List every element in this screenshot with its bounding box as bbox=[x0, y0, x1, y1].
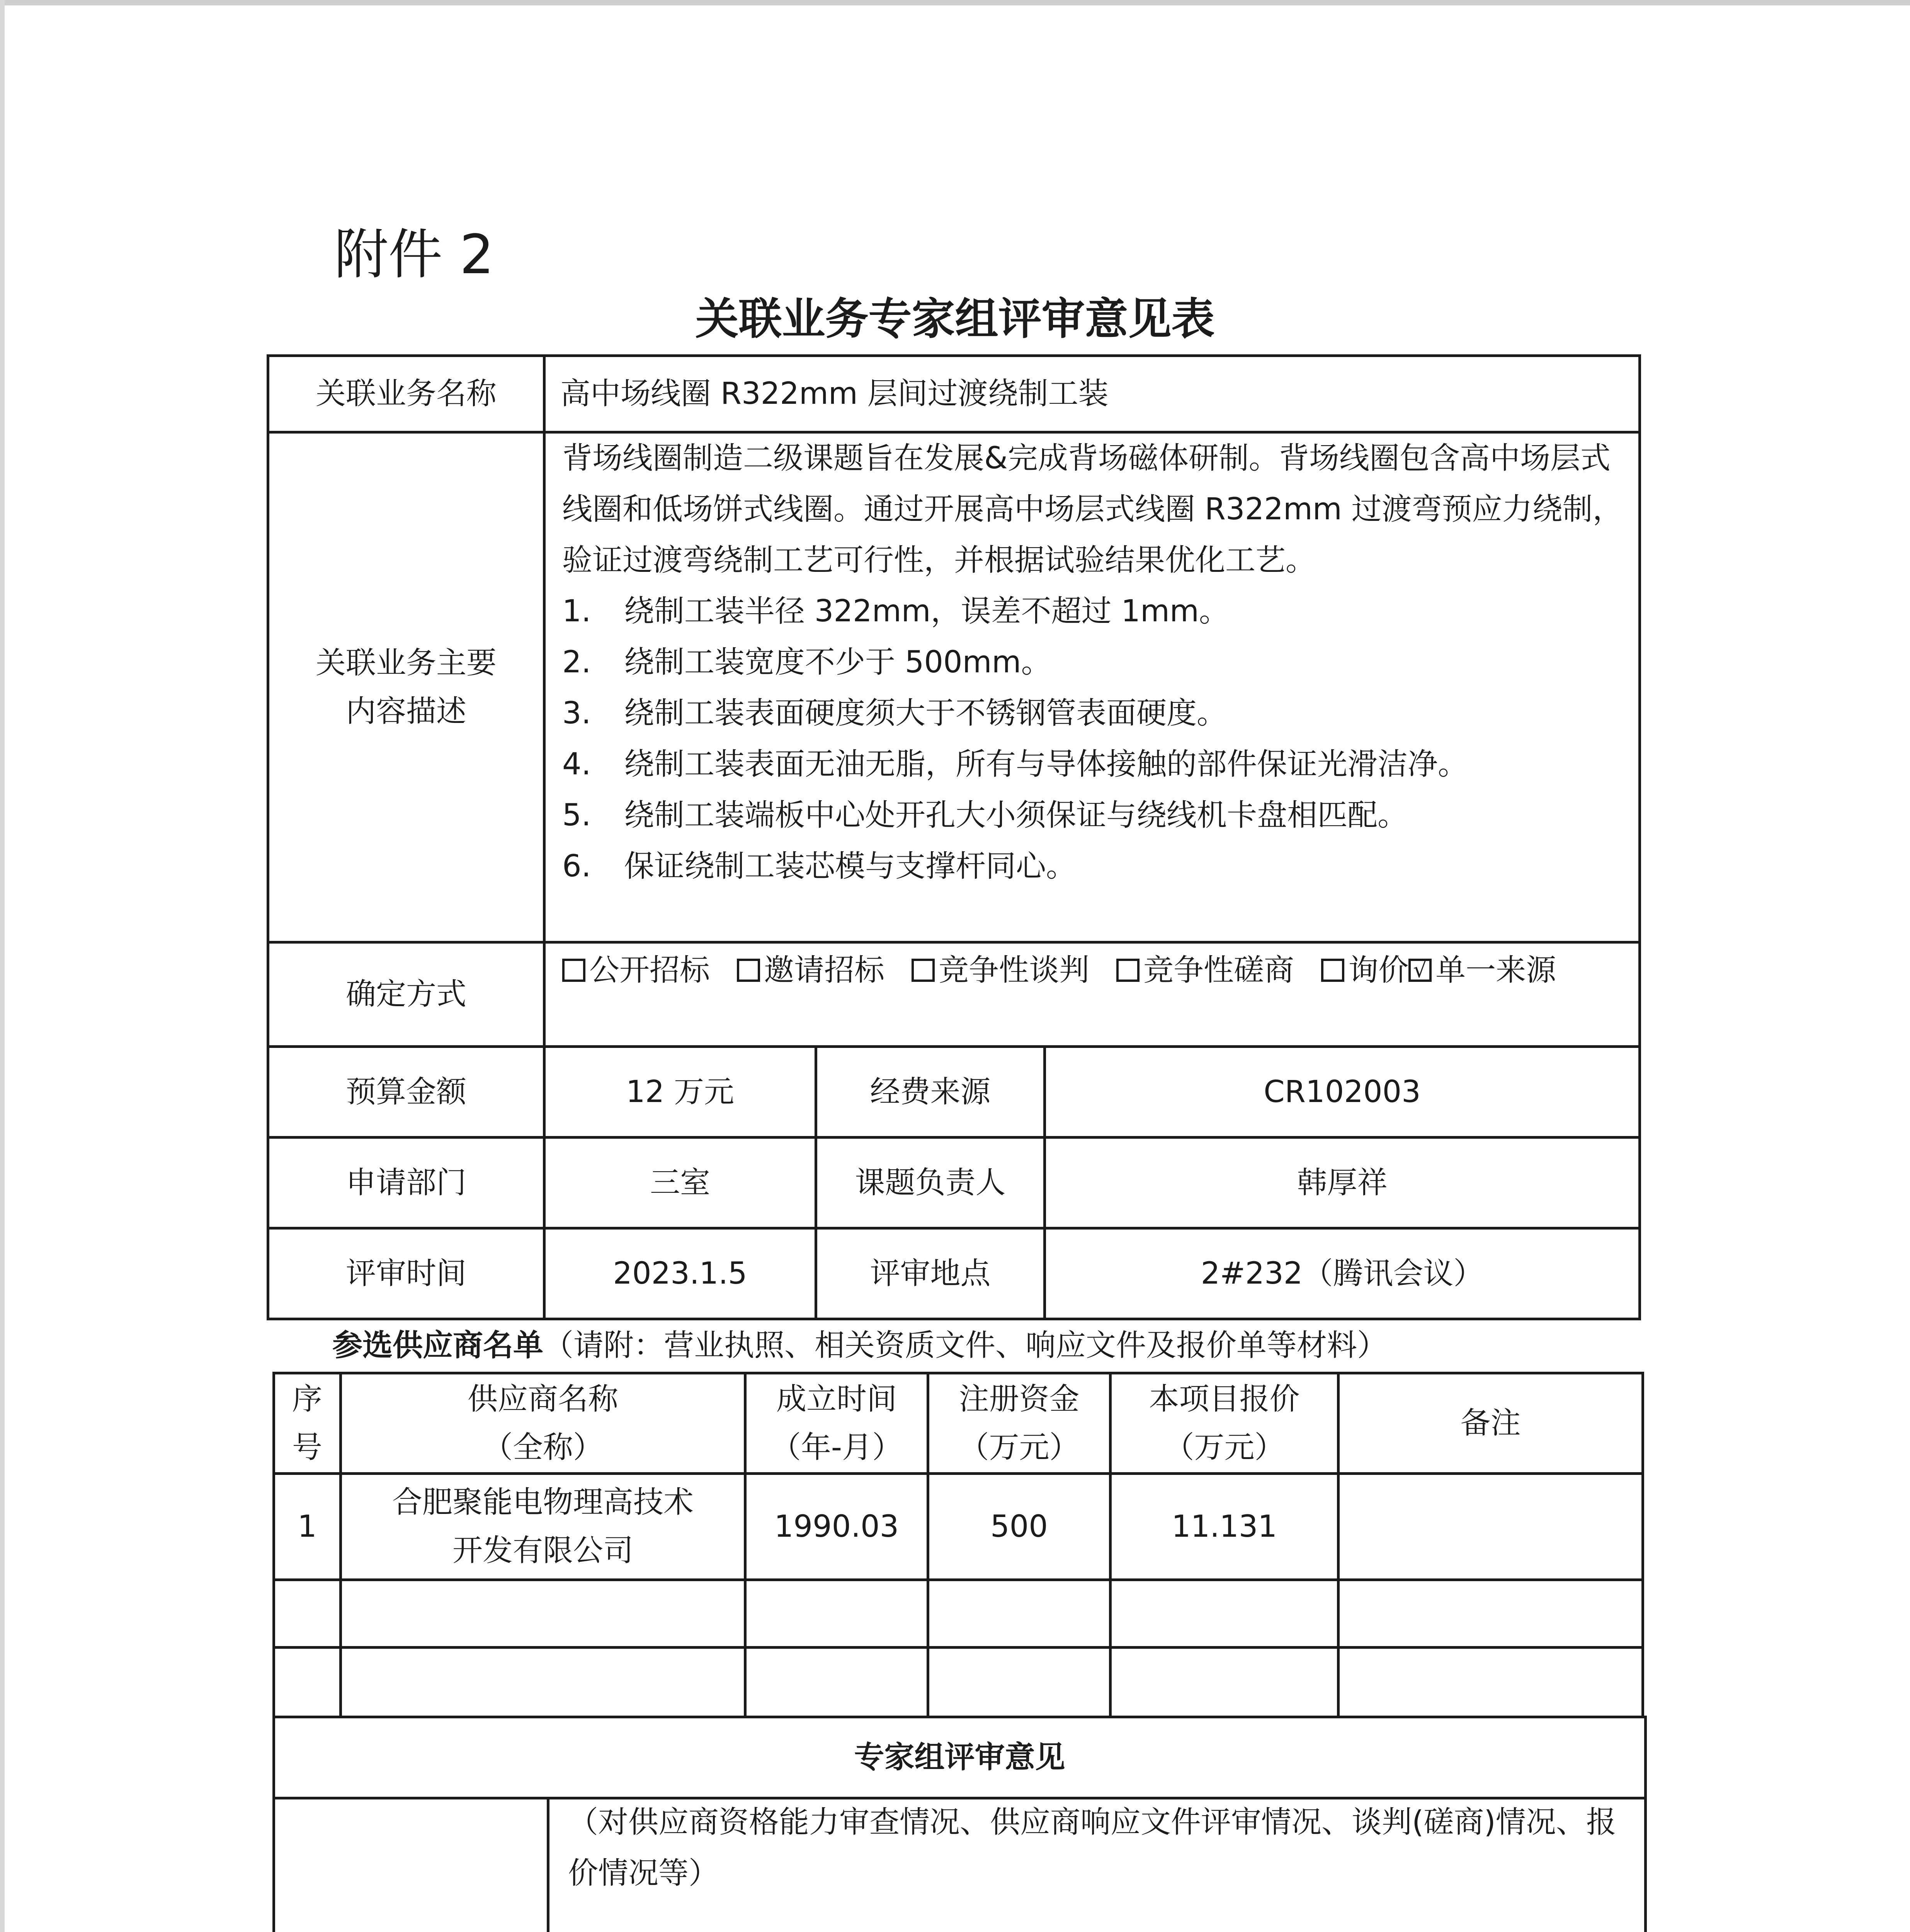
supplier-remark bbox=[1340, 1475, 1641, 1578]
method-option-inquiry[interactable] bbox=[1321, 945, 1408, 996]
table-rule bbox=[1109, 1372, 1112, 1716]
column-header-capital bbox=[929, 1374, 1109, 1472]
method-option-invited-tender[interactable] bbox=[737, 945, 884, 996]
table-rule bbox=[543, 354, 546, 1320]
table-rule bbox=[267, 1045, 1641, 1048]
table-rule bbox=[927, 1372, 929, 1716]
table-rule bbox=[272, 1578, 1644, 1581]
header-line: （万元） bbox=[1164, 1430, 1285, 1465]
funding-source-label: 经费来源 bbox=[870, 1074, 991, 1109]
column-header-founded bbox=[747, 1374, 927, 1472]
table-rule bbox=[339, 1372, 342, 1716]
description-label-line2: 内容描述 bbox=[345, 694, 466, 729]
business-name-value: 高中场线圈 R322mm 层间过渡绕制工装 bbox=[560, 376, 1109, 412]
table-rule bbox=[1644, 1716, 1647, 1932]
description-item-number: 3. bbox=[562, 696, 591, 731]
checkbox-icon[interactable] bbox=[737, 959, 760, 982]
header-line: （全称） bbox=[482, 1430, 603, 1465]
budget-label: 预算金额 bbox=[345, 1074, 466, 1109]
scan-edge-top bbox=[0, 0, 1910, 5]
attachment-label: 附件 2 bbox=[334, 223, 494, 286]
method-option-label: 竞争性谈判 bbox=[939, 953, 1090, 988]
description-item bbox=[562, 841, 1633, 892]
description-item-text: 绕制工装表面硬度须大于不锈钢管表面硬度。 bbox=[624, 696, 1227, 731]
funding-source-value: CR102003 bbox=[1264, 1074, 1421, 1109]
checkbox-icon[interactable] bbox=[1116, 959, 1140, 982]
document-title: 关联业务专家组评审意见表 bbox=[695, 294, 1215, 344]
supplier-list-note: （请附：营业执照、相关资质文件、响应文件及报价单等材料） bbox=[543, 1328, 1388, 1363]
column-header-remark: 备注 bbox=[1460, 1406, 1521, 1441]
table-rule bbox=[267, 1136, 1641, 1139]
description-content bbox=[562, 433, 1633, 939]
table-rule bbox=[272, 1716, 275, 1932]
description-item-number: 4. bbox=[562, 747, 591, 782]
review-place-label: 评审地点 bbox=[870, 1256, 991, 1291]
table-rule bbox=[272, 1716, 1644, 1718]
table-rule bbox=[267, 354, 1641, 357]
review-time-label: 评审时间 bbox=[345, 1256, 466, 1291]
supplier-seq: 1 bbox=[298, 1509, 317, 1544]
header-line: 供应商名称 bbox=[467, 1381, 618, 1417]
supplier-list-title: 参选供应商名单 bbox=[332, 1328, 544, 1363]
supplier-quote: 11.131 bbox=[1172, 1509, 1277, 1544]
checkbox-icon[interactable] bbox=[912, 959, 935, 982]
description-label-line1: 关联业务主要 bbox=[315, 645, 497, 680]
method-option-consultation[interactable] bbox=[1116, 945, 1294, 996]
project-leader-label: 课题负责人 bbox=[855, 1165, 1006, 1200]
method-option-label: 竞争性磋商 bbox=[1143, 953, 1294, 988]
opinion-note: （对供应商资格能力审查情况、供应商响应文件评审情况、谈判(磋商)情况、报价情况等） bbox=[568, 1805, 1616, 1891]
method-option-label: 询价 bbox=[1348, 953, 1409, 988]
opinion-heading: 专家组评审意见 bbox=[854, 1740, 1065, 1775]
supplier-name-line: 开发有限公司 bbox=[452, 1533, 633, 1568]
header-line: 号 bbox=[292, 1430, 322, 1465]
description-item bbox=[562, 637, 1633, 688]
table-rule bbox=[1641, 1372, 1644, 1716]
description-item-number: 5. bbox=[562, 798, 591, 833]
header-line: 本项目报价 bbox=[1149, 1381, 1300, 1417]
description-intro: 背场线圈制造二级课题旨在发展&完成背场磁体研制。背场线圈包含高中场层式线圈和低场饼式线圈。通过开展高中场层式线圈 R322mm 过渡弯预应力绕制，验证过渡弯绕制工艺可行性，并根据试验结果优化工艺。 bbox=[562, 441, 1623, 578]
header-line: 成立时间 bbox=[776, 1381, 897, 1417]
supplier-name-line: 合肥聚能电物理高技术 bbox=[392, 1485, 694, 1520]
table-rule bbox=[1638, 354, 1641, 1320]
review-place-value: 2#232（腾讯会议） bbox=[1201, 1256, 1484, 1291]
method-option-negotiation[interactable] bbox=[912, 945, 1089, 996]
column-header-supplier-name bbox=[342, 1374, 744, 1472]
table-rule bbox=[267, 1227, 1641, 1230]
method-option-label: 单一来源 bbox=[1435, 953, 1556, 988]
header-line: （年-月） bbox=[770, 1430, 903, 1465]
method-option-public-tender[interactable] bbox=[562, 945, 710, 996]
supplier-list-heading bbox=[332, 1320, 1642, 1372]
method-options bbox=[562, 945, 1636, 1045]
table-rule bbox=[815, 1045, 817, 1320]
method-label: 确定方式 bbox=[345, 977, 466, 1012]
column-header-seq bbox=[275, 1374, 339, 1472]
column-header-quote bbox=[1112, 1374, 1337, 1472]
table-rule bbox=[272, 1472, 1644, 1475]
project-leader-value: 韩厚祥 bbox=[1297, 1165, 1388, 1200]
method-option-single-source[interactable] bbox=[1408, 945, 1556, 996]
table-rule bbox=[272, 1372, 1644, 1374]
description-item bbox=[562, 739, 1633, 790]
supplier-founded: 1990.03 bbox=[774, 1509, 899, 1544]
review-time-value: 2023.1.5 bbox=[613, 1256, 747, 1291]
checkbox-icon[interactable] bbox=[562, 959, 585, 982]
description-label bbox=[269, 434, 543, 941]
description-item bbox=[562, 586, 1633, 637]
business-name-label: 关联业务名称 bbox=[315, 376, 497, 412]
supplier-name bbox=[342, 1475, 744, 1578]
table-rule bbox=[272, 1372, 275, 1716]
table-rule bbox=[547, 1797, 549, 1932]
supplier-capital: 500 bbox=[990, 1509, 1048, 1544]
description-item bbox=[562, 790, 1633, 841]
method-option-label: 邀请招标 bbox=[764, 953, 885, 988]
description-item-text: 绕制工装表面无油无脂，所有与导体接触的部件保证光滑洁净。 bbox=[624, 747, 1468, 782]
description-item-number: 6. bbox=[562, 849, 591, 884]
description-item-text: 绕制工装宽度不少于 500mm。 bbox=[624, 645, 1051, 680]
opinion-label bbox=[275, 1799, 547, 1932]
scan-edge-left bbox=[0, 0, 5, 1932]
table-rule bbox=[267, 941, 1641, 944]
table-rule bbox=[272, 1646, 1644, 1649]
table-rule bbox=[1043, 1045, 1046, 1320]
checkbox-icon[interactable] bbox=[1321, 959, 1344, 982]
department-value: 三室 bbox=[650, 1165, 710, 1200]
description-item-number: 1. bbox=[562, 594, 591, 629]
description-item-text: 保证绕制工装芯模与支撑杆同心。 bbox=[624, 849, 1077, 884]
description-item bbox=[562, 688, 1633, 739]
description-item-text: 绕制工装半径 322mm，误差不超过 1mm。 bbox=[624, 594, 1230, 629]
header-line: 序 bbox=[292, 1381, 322, 1417]
description-item-number: 2. bbox=[562, 645, 591, 680]
budget-value: 12 万元 bbox=[626, 1074, 735, 1109]
method-option-label: 公开招标 bbox=[589, 953, 710, 988]
description-item-text: 绕制工装端板中心处开孔大小须保证与绕线机卡盘相匹配。 bbox=[624, 798, 1408, 833]
header-line: （万元） bbox=[959, 1430, 1080, 1465]
table-rule bbox=[1337, 1372, 1340, 1716]
header-line: 注册资金 bbox=[959, 1381, 1080, 1417]
checkbox-checked-icon[interactable]: √ bbox=[1408, 959, 1432, 982]
department-label: 申请部门 bbox=[345, 1165, 466, 1200]
table-rule bbox=[267, 354, 269, 1320]
table-rule bbox=[744, 1372, 747, 1716]
